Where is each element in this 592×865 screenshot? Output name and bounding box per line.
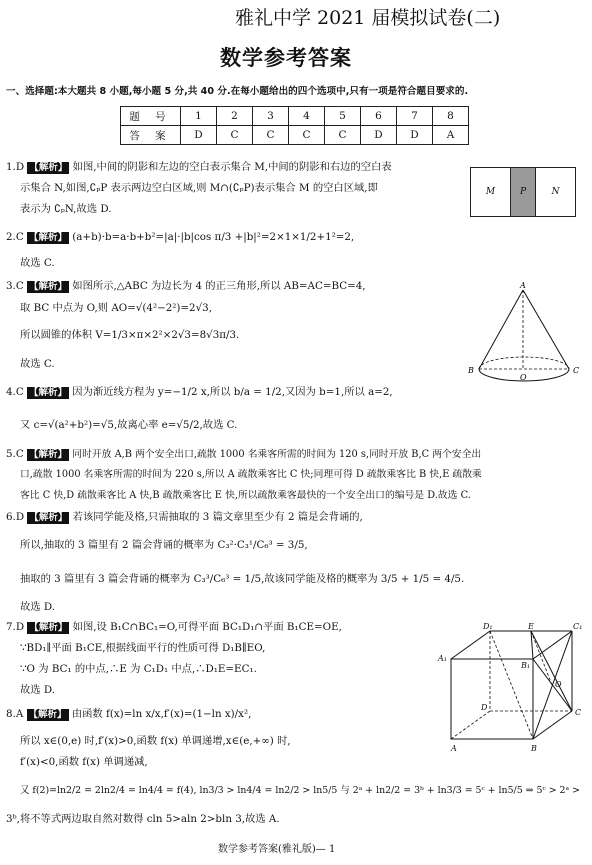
row-label: 答 案 — [121, 126, 181, 145]
analysis-tag: 【解析】 — [28, 387, 67, 398]
table-cell: 8 — [433, 107, 469, 126]
q3-line-3: 所以圆锥的体积 V=1/3×π×2²×2√3=8√3π/3. — [20, 329, 240, 341]
q1-line-1 — [6, 160, 392, 174]
q5-line-2: 口,疏散 1000 名乘客所需的时间为 220 s,所以 A 疏散乘客比 C 快;同理可得 D 疏散乘客比 B 快,E 疏散乘 — [20, 469, 482, 480]
row-label: 题 号 — [121, 107, 181, 126]
table-cell: 2 — [217, 107, 253, 126]
doc-title: 数学参考答案 — [220, 46, 352, 70]
q8-line-2: 所以 x∈(0,e) 时,f′(x)>0,函数 f(x) 单调递增,x∈(e,+∞) 时, — [20, 735, 291, 747]
q1-line-2: 示集合 N,如图,∁ₚP 表示两边空白区域,则 M∩(∁ₚP)表示集合 M 的空白区域,即 — [20, 182, 378, 194]
set-m-label: M — [485, 187, 496, 197]
q6-line-4: 故选 D. — [20, 601, 56, 613]
q7-line-1 — [6, 620, 342, 634]
table-cell: 3 — [253, 107, 289, 126]
q7-line-4: 故选 D. — [20, 684, 56, 696]
q4-line-1 — [6, 385, 393, 399]
q8-line-1 — [6, 707, 251, 721]
q6-line-2: 所以,抽取的 3 篇里有 2 篇会背诵的概率为 C₃²·C₃¹/C₆³ = 3/5, — [20, 539, 308, 551]
q1-text: 如图,中间的阴影和左边的空白表示集合 M,中间的阴影和右边的空白表 — [72, 161, 392, 173]
q3-line-2: 取 BC 中点为 O,则 AO=√(4²−2²)=2√3, — [20, 302, 212, 314]
q1-line-3: 表示为 ∁ₚN,故选 D. — [20, 203, 112, 215]
q4-number: 4.C — [6, 386, 24, 398]
cone-figure — [462, 282, 584, 390]
q2-text: (a+b)·b=a·b+b²=|a|·|b|cos π/3 +|b|²=2×1×1/2+1²=2, — [72, 231, 355, 243]
cube-edge-b1c1 — [533, 631, 572, 659]
cone-label-a: A — [520, 282, 526, 290]
cube-label-e: E — [528, 622, 534, 631]
set-n-region — [536, 168, 575, 216]
cube-front-face — [451, 659, 533, 739]
cone-base-back — [479, 357, 569, 369]
q3-line-4: 故选 C. — [20, 358, 55, 370]
cone-label-c: C — [573, 366, 580, 375]
q7-text: 如图,设 B₁C∩BC₁=O,可得平面 BC₁D₁∩平面 B₁CE=OE, — [72, 621, 342, 633]
section-heading: 一、选择题:本大题共 8 小题,每小题 5 分,共 40 分.在每小题给出的四个选项中,只有一项是符合题目要求的. — [6, 86, 469, 97]
cube-label-c1: C₁ — [573, 622, 583, 631]
table-cell: D — [397, 126, 433, 145]
table-cell: 4 — [289, 107, 325, 126]
q8-text: 由函数 f(x)=ln x/x,f′(x)=(1−ln x)/x², — [71, 708, 252, 720]
q6-line-1 — [6, 510, 363, 524]
cube-edge-ad — [451, 711, 490, 739]
table-cell: A — [433, 126, 469, 145]
set-diagram — [470, 167, 576, 217]
cube-label-a: A — [451, 744, 457, 753]
q5-number: 5.C — [6, 448, 24, 460]
q8-number: 8.A — [6, 708, 24, 720]
analysis-tag: 【解析】 — [28, 709, 67, 720]
table-row — [121, 107, 469, 126]
q3-number: 3.C — [6, 280, 24, 292]
set-n-label: N — [551, 187, 560, 197]
q3-line-1 — [6, 279, 366, 293]
q6-line-3: 抽取的 3 篇里有 3 篇会背诵的概率为 C₃³/C₆³ = 1/5,故该同学能及格的概率为 3/5 + 1/5 = 4/5. — [20, 573, 465, 585]
analysis-tag: 【解析】 — [29, 512, 68, 523]
table-cell: C — [217, 126, 253, 145]
analysis-tag: 【解析】 — [28, 281, 67, 292]
cube-label-c: C — [575, 708, 582, 717]
q6-number: 6.D — [6, 511, 25, 523]
table-cell: C — [325, 126, 361, 145]
school-title: 雅礼中学 2021 届模拟试卷(二) — [235, 7, 501, 29]
table-cell: D — [361, 126, 397, 145]
table-row — [121, 126, 469, 145]
cube-line-ec — [531, 631, 572, 711]
table-cell: 5 — [325, 107, 361, 126]
table-cell: C — [289, 126, 325, 145]
analysis-tag: 【解析】 — [28, 232, 67, 243]
page-footer: 数学参考答案(雅礼版)— 1 — [218, 844, 336, 855]
q4-line-2: 又 c=√(a²+b²)=√5,故离心率 e=√5/2,故选 C. — [20, 419, 238, 431]
q5-line-1 — [6, 447, 481, 462]
set-p-label: P — [519, 187, 527, 197]
analysis-tag: 【解析】 — [29, 622, 68, 633]
q8-line-4: 又 f(2)=ln2/2 = 2ln2/4 = ln4/4 = f(4), ln3/3 > ln4/4 = ln2/2 > ln5/5 与 2ᵃ + ln2/2 = 3ᵇ + ln3/3 = 5ᶜ + ln5/5 ⇒ 5ᶜ > 2ᵃ > — [20, 785, 580, 796]
table-cell: 7 — [397, 107, 433, 126]
q5-line-3: 客比 C 快,D 疏散乘客比 A 快,B 疏散乘客比 E 快,所以疏散乘客最快的一个安全出口的编号是 D.故选 C. — [20, 490, 471, 501]
q2-line-1 — [6, 230, 354, 244]
answer-table — [120, 106, 469, 145]
q4-text: 因为渐近线方程为 y=−1/2 x,所以 b/a = 1/2,又因为 b=1,所以 a=2, — [72, 386, 393, 398]
set-p-region — [511, 168, 536, 216]
q2-number: 2.C — [6, 231, 24, 243]
cube-figure — [437, 621, 585, 757]
cube-label-d: D — [481, 703, 488, 712]
cube-label-a1: A₁ — [438, 654, 447, 663]
q2-line-2: 故选 C. — [20, 257, 55, 269]
q3-text: 如图所示,△ABC 为边长为 4 的正三角形,所以 AB=AC=BC=4, — [72, 280, 366, 292]
set-m-region — [471, 168, 511, 216]
q6-text: 若该同学能及格,只需抽取的 3 篇文章里至少有 2 篇是会背诵的, — [72, 511, 363, 523]
cone-label-o: O — [520, 373, 527, 382]
q5-text: 同时开放 A,B 两个安全出口,疏散 1000 名乘客所需的时间为 120 s,同时开放 B,C 两个安全出 — [72, 449, 482, 460]
q1-number: 1.D — [6, 161, 25, 173]
cube-label-o: O — [555, 680, 562, 689]
cube-label-d1: D₁ — [483, 622, 493, 631]
analysis-tag: 【解析】 — [29, 162, 68, 173]
table-cell: C — [253, 126, 289, 145]
table-cell: 6 — [361, 107, 397, 126]
q7-number: 7.D — [6, 621, 25, 633]
cone-label-b: B — [468, 366, 474, 375]
cube-diag-d1b — [490, 631, 533, 739]
cube-edge-a1d1 — [451, 631, 490, 659]
q8-line-5: 3ᵇ,将不等式两边取自然对数得 cln 5>aln 2>bln 3,故选 A. — [6, 813, 280, 825]
cone-edge-ac — [523, 290, 569, 369]
analysis-tag: 【解析】 — [28, 449, 67, 460]
table-cell: 1 — [181, 107, 217, 126]
q8-line-3: f′(x)<0,函数 f(x) 单调递减, — [20, 756, 148, 768]
cube-label-b: B — [531, 744, 537, 753]
cube-label-b1: B₁ — [521, 661, 531, 670]
cube-edge-bc — [533, 711, 572, 739]
q7-line-2: ∵BD₁∥平面 B₁CE,根据线面平行的性质可得 D₁B∥EO, — [20, 642, 266, 654]
table-cell: D — [181, 126, 217, 145]
q7-line-3: ∵O 为 BC₁ 的中点,∴E 为 C₁D₁ 中点,∴D₁E=EC₁. — [20, 663, 257, 675]
